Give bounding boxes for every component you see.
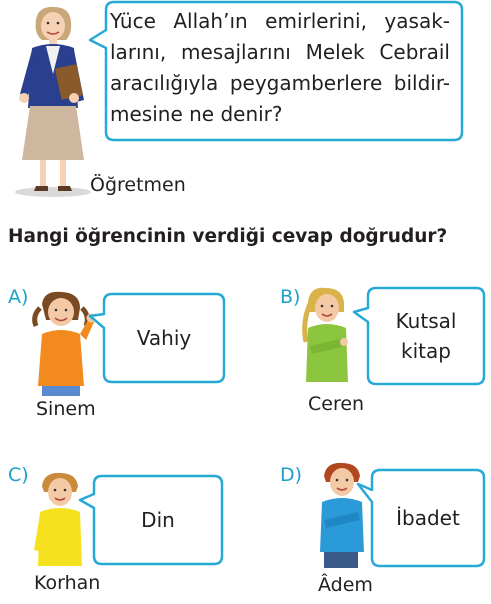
option-d-name: Âdem [318, 574, 373, 596]
teacher-name: Öğretmen [90, 174, 186, 196]
option-a-name: Sinem [36, 398, 96, 420]
teacher-face [41, 12, 65, 40]
option-d-answer: İbadet [396, 506, 460, 530]
option-c-letter: C) [8, 464, 29, 486]
teacher-skirt [22, 106, 84, 160]
teacher-speech-line: mesine ne denir? [110, 102, 283, 126]
teacher-speech-line: Yüce Allah’ın emirlerini, yasak- [110, 9, 450, 33]
student-ceren-illustration [296, 286, 358, 386]
option-a-answer: Vahiy [136, 326, 192, 350]
teacher-shadow [15, 187, 91, 197]
option-a-letter: A) [8, 286, 29, 308]
option-b-answer-line: kitap [401, 339, 451, 363]
option-b-answer [368, 288, 484, 384]
option-b-answer-line: Kutsal [395, 309, 457, 333]
teacher-speech-line: aracılığıyla peygamberlere bildir- [110, 71, 450, 95]
teacher-illustration [8, 4, 98, 199]
option-d-letter: D) [280, 464, 303, 486]
question-text: Hangi öğrencinin verdiği cevap doğrudur? [8, 226, 448, 247]
option-b-name: Ceren [308, 393, 365, 415]
option-b-letter: B) [280, 286, 301, 308]
option-c-answer: Din [141, 508, 175, 532]
option-c-name: Korhan [34, 572, 101, 594]
teacher-speech-text [110, 6, 450, 130]
teacher-speech-line: larını, mesajlarını Melek Cebrail [110, 40, 450, 64]
